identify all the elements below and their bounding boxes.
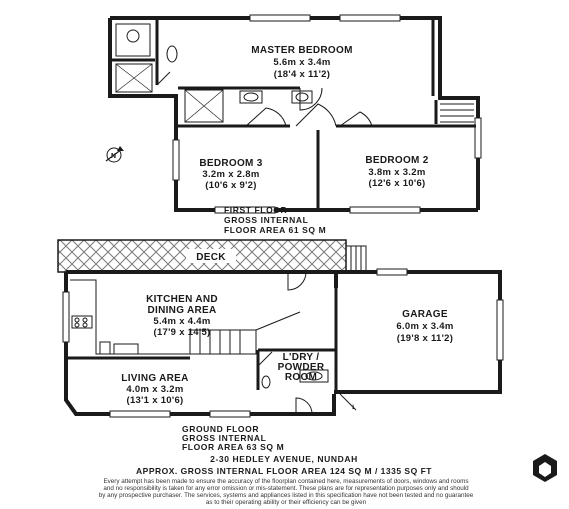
room-metric-kitchen: 5.4m x 4.4m — [153, 316, 211, 327]
ground-floor-caption-line-2: GROSS INTERNAL — [182, 433, 267, 443]
compass-icon — [106, 146, 124, 162]
room-imperial-master-bedroom: (18'4 x 11'2) — [273, 69, 331, 80]
room-name-kitchen-line-1: KITCHEN AND — [146, 294, 218, 305]
ground-floor-caption-line-1: GROUND FLOOR — [182, 424, 260, 434]
room-metric-garage: 6.0m x 3.4m — [396, 321, 454, 332]
logo-icon — [533, 454, 557, 482]
room-metric-bedroom-2: 3.8m x 3.2m — [368, 167, 426, 178]
first-floor-caption-line-3: FLOOR AREA 61 SQ M — [224, 225, 327, 235]
room-metric-living-area: 4.0m x 3.2m — [126, 384, 184, 395]
ground-floor-plan — [58, 240, 503, 452]
room-name-bedroom-2: BEDROOM 2 — [365, 155, 429, 166]
room-imperial-bedroom-3: (10'6 x 9'2) — [205, 180, 257, 191]
garage-door-marker: ℹ — [352, 405, 355, 411]
disclaimer-line-4: as to their operating ability or their efficiency can be given — [205, 499, 367, 506]
first-floor-stair — [440, 104, 474, 122]
disclaimer-line-2: and no responsibility is taken for any error omission or mis-statement. These plans are for representation purposes only and should — [103, 485, 469, 492]
room-imperial-bedroom-2: (12'6 x 10'6) — [368, 178, 426, 189]
room-name-laundry-line-1: L'DRY / — [282, 352, 320, 363]
room-imperial-garage: (19'8 x 11'2) — [396, 333, 454, 344]
disclaimer — [99, 478, 474, 506]
room-name-bedroom-3: BEDROOM 3 — [199, 158, 263, 169]
first-floor-caption-line-2: GROSS INTERNAL — [224, 215, 309, 225]
first-floor-plan — [110, 15, 481, 235]
address-line: 2-30 HEDLEY AVENUE, NUNDAH — [210, 454, 358, 464]
room-name-kitchen-line-2: DINING AREA — [147, 305, 217, 316]
toilet-icon — [167, 46, 177, 62]
disclaimer-line-1: Every attempt has been made to ensure the accuracy of the floorplan contained here, measurements of doors, windows and rooms — [103, 478, 469, 485]
room-name-garage: GARAGE — [402, 309, 448, 320]
first-floor-caption-line-1: FIRST FLOOR — [224, 205, 288, 215]
ground-floor-caption-line-3: FLOOR AREA 63 SQ M — [182, 442, 285, 452]
room-name-master-bedroom: MASTER BEDROOM — [251, 45, 353, 56]
basin-icon — [127, 30, 139, 42]
compass-label: N — [111, 153, 117, 160]
room-name-living-area: LIVING AREA — [121, 373, 189, 384]
room-metric-bedroom-3: 3.2m x 2.8m — [202, 169, 260, 180]
room-name-laundry-line-2: POWDER — [277, 362, 325, 373]
total-area-line: APPROX. GROSS INTERNAL FLOOR AREA 124 SQ M / 1335 SQ FT — [136, 466, 432, 476]
disclaimer-line-3: by any prospective purchaser. The services, systems and appliances listed in this specification have not been tested and no guarantee — [98, 492, 474, 499]
room-imperial-living-area: (13'1 x 10'6) — [126, 395, 184, 406]
room-metric-master-bedroom: 5.6m x 3.4m — [273, 57, 331, 68]
room-name-laundry-line-3: ROOM — [284, 372, 318, 383]
deck-label: DECK — [196, 252, 226, 263]
deck-stairs — [346, 246, 366, 272]
first-floor-doors — [157, 72, 372, 126]
room-imperial-kitchen: (17'9 x 14'5) — [153, 327, 211, 338]
